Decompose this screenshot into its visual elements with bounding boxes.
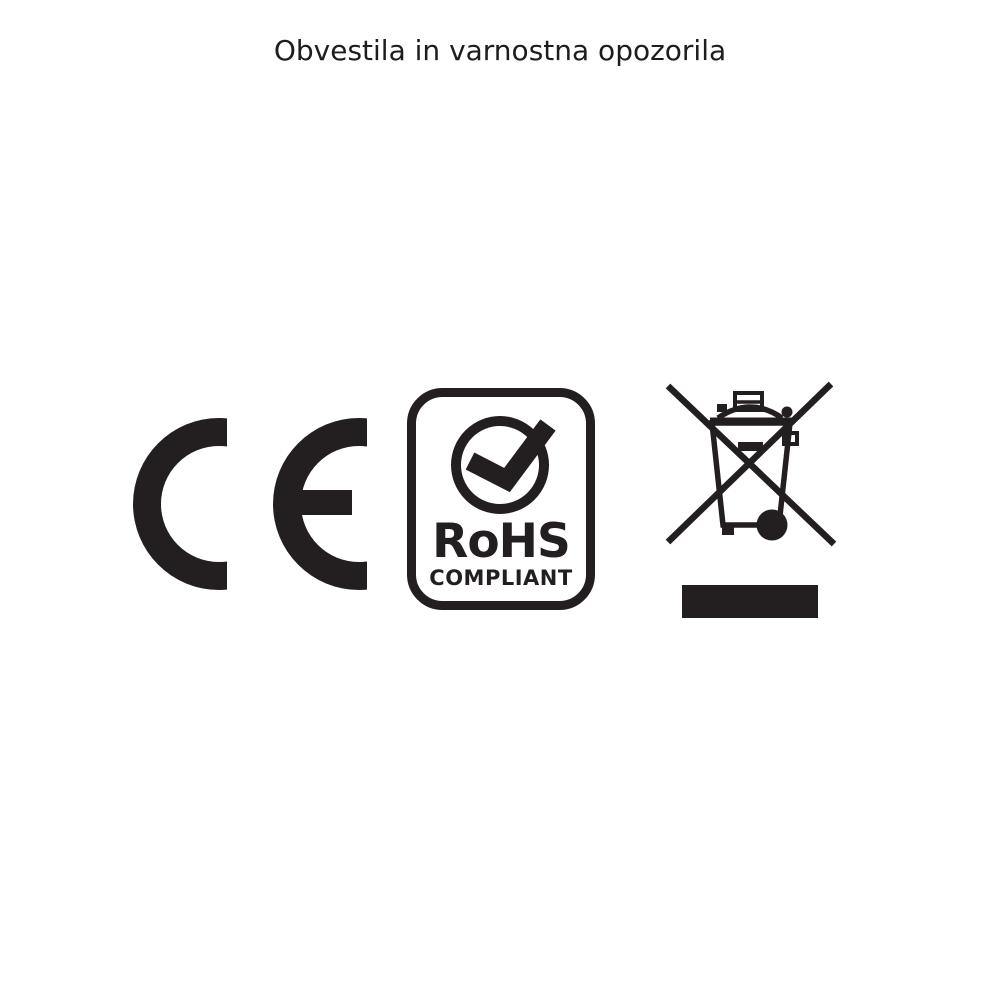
rohs-title-label: RoHS [432, 514, 570, 569]
weee-bin-graphic [660, 378, 840, 623]
ce-mark-icon [133, 418, 367, 590]
ce-mark-graphic [133, 418, 367, 590]
page-title: Obvestila in varnostna opozorila [273, 34, 727, 67]
weee-crossed-out-wheelie-bin-icon [660, 378, 840, 623]
weee-black-bar [682, 585, 818, 618]
rohs-subtitle-label: COMPLIANT [429, 566, 573, 590]
